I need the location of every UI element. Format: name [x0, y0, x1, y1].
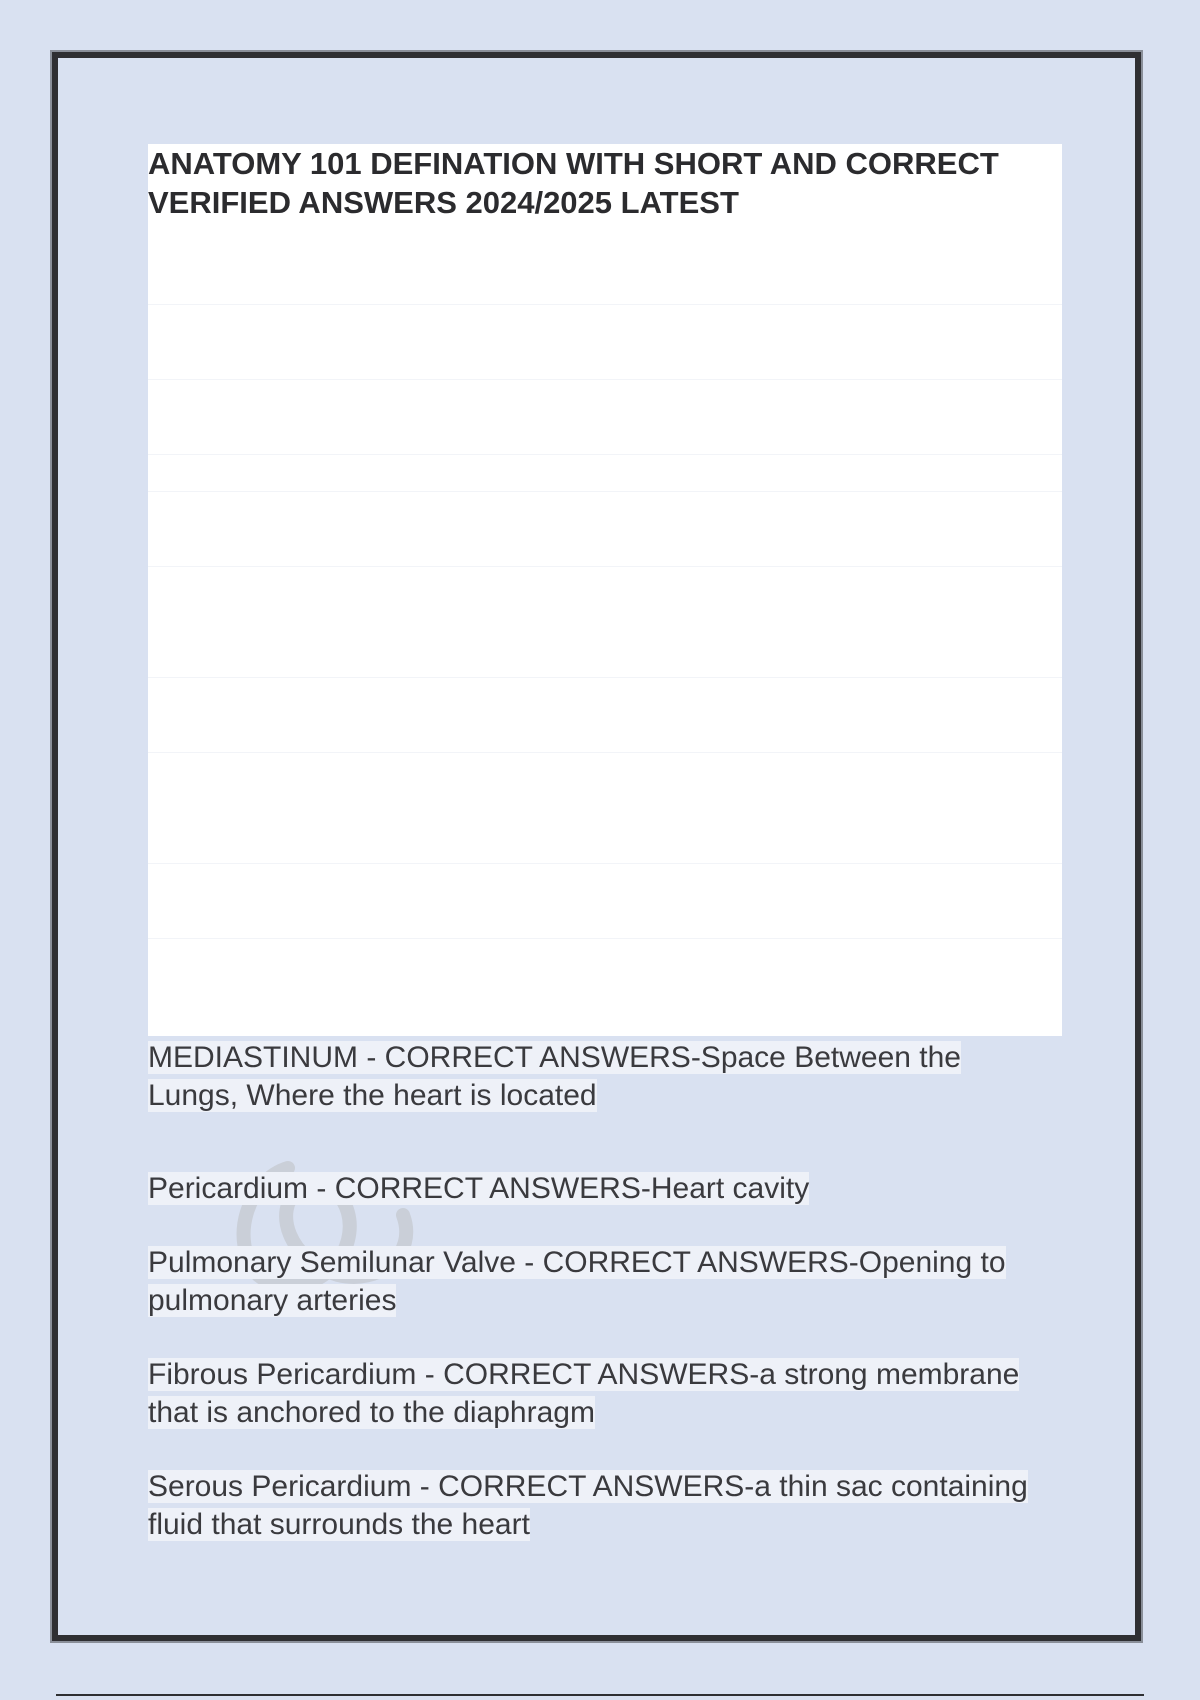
faint-rule: [148, 454, 1062, 455]
entry-text: Pericardium - CORRECT ANSWERS-Heart cavity: [148, 1172, 810, 1205]
list-item: [148, 1244, 1058, 1320]
list-item: [148, 1039, 1058, 1115]
entry-text: Serous Pericardium - CORRECT ANSWERS-a thin sac containing fluid that surrounds the heart: [148, 1470, 1028, 1541]
entry-text: Fibrous Pericardium - CORRECT ANSWERS-a strong membrane that is anchored to the diaphragm: [148, 1358, 1020, 1429]
faint-rule: [148, 566, 1062, 567]
document-title: ANATOMY 101 DEFINATION WITH SHORT AND CORRECT VERIFIED ANSWERS 2024/2025 LATEST: [148, 146, 999, 220]
faint-rule: [148, 752, 1062, 753]
next-page-edge: [56, 1694, 1144, 1696]
faint-rule: [148, 304, 1062, 305]
list-item: [148, 1356, 1058, 1432]
faint-rule: [148, 379, 1062, 380]
entry-text: MEDIASTINUM - CORRECT ANSWERS-Space Between the Lungs, Where the heart is located: [148, 1041, 961, 1112]
faint-rule: [148, 938, 1062, 939]
list-item: [148, 1170, 1058, 1208]
entry-text: Pulmonary Semilunar Valve - CORRECT ANSWERS-Opening to pulmonary arteries: [148, 1246, 1006, 1317]
document-page: [52, 52, 1141, 1641]
list-item: [148, 1468, 1058, 1544]
faint-rule: [148, 863, 1062, 864]
blank-cover-area: [148, 144, 1062, 1036]
faint-rule: [148, 677, 1062, 678]
faint-rule: [148, 491, 1062, 492]
qa-list: [148, 1039, 1058, 1544]
